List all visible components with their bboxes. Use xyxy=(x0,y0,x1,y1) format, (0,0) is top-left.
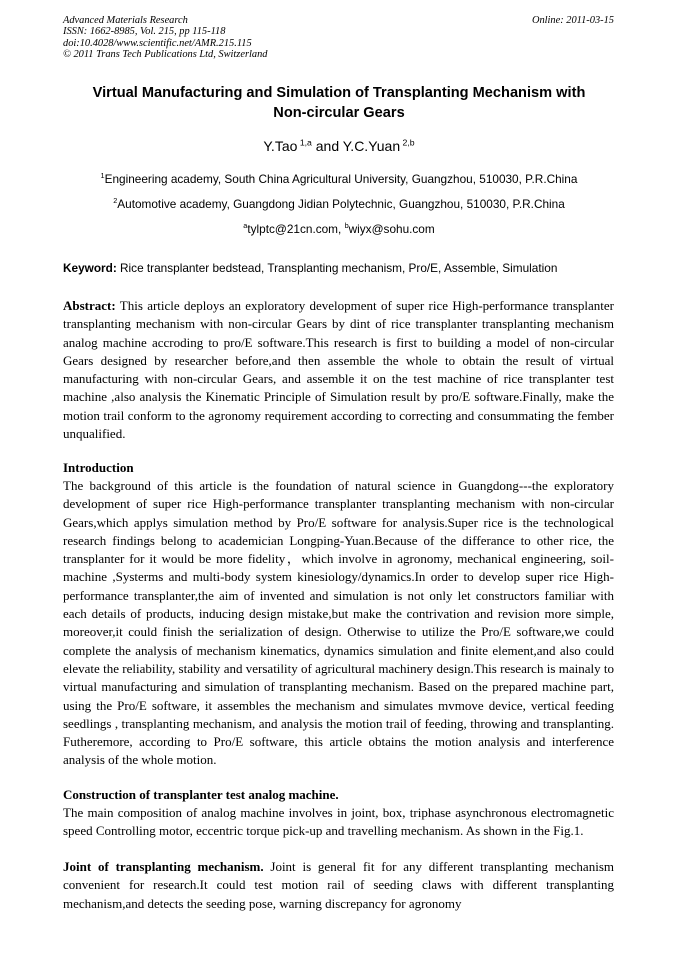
introduction-heading-text: Introduction xyxy=(63,460,134,475)
affiliation-1-text: Engineering academy, South China Agricultural University, Guangzhou, 510030, P.R.China xyxy=(104,172,578,186)
online-date: Online: 2011-03-15 xyxy=(531,15,614,26)
abstract-label: Abstract: xyxy=(63,298,116,313)
affiliation-1 xyxy=(40,172,638,186)
introduction-text: The background of this article is the foundation of natural science in Guangdong---the exploratory development of super rice High-performance transplanter transplanting mechanism with non-circular Gears,which applys simulation method by Pro/E software for analysis.Super rice is the technological research findings belong to academician Longping-Yuan.Because of the differance to other rice, the transplanter for it would be more fidelity，which involve in agronomy, mechanical engineering, soil- machine ,Systerms and multi-body system kinesiology/dynamics.In order to develop super rice High-performance transplanter,the aim of invented and simulation is not only let constructors familiar with each details of products, inducing design mistake,but make the contrivation and revision more simple, moreover,it could finish the serialization of design. Otherwise to utilize the Pro/E software,we could complete the analysis of mechanism kinematics, dynamics simulation and finite element,and also could elevate the reliability, stability and versatility of agricultural machinery design.This research is mainaly to virtual manufacturing and simulation of transplanting mechanism. Based on the prepared machine part, using the Pro/E software, it assembles the mechanism and simulates mvmove device, vertical feeding seedlings , transplanting mechanism, and analysis the motion trail of feeding, throwing and transplanting. Futheremore, according to Pro/E software, this article obtains the motion analysis and interference analysis of the whole motion. xyxy=(63,478,614,768)
email-a: tylptc@21cn.com, xyxy=(247,222,345,236)
journal-name: Advanced Materials Research xyxy=(63,15,188,26)
affiliation-2-text: Automotive academy, Guangdong Jidian Polytechnic, Guangzhou, 510030, P.R.China xyxy=(117,197,565,211)
keywords-label: Keyword: xyxy=(63,261,117,275)
joint-label: Joint of transplanting mechanism. xyxy=(63,859,264,874)
introduction-heading xyxy=(63,459,614,477)
construction-text: The main composition of analog machine involves in joint, box, triphase asynchronous electromagnetic speed Controlling motor, eccentric torque pick-up and travelling mechanism. As shown in the Fig.1. xyxy=(63,805,614,839)
keywords-text: Rice transplanter bedstead, Transplanting mechanism, Pro/E, Assemble, Simulation xyxy=(116,261,558,275)
email-a-sup: a xyxy=(243,221,248,231)
author-line xyxy=(40,137,638,155)
copyright-line: © 2011 Trans Tech Publications Ltd, Switzerland xyxy=(63,48,268,60)
journal-header xyxy=(63,15,267,60)
email-b-sup: b xyxy=(344,221,349,231)
affiliation-2 xyxy=(40,197,638,211)
email-line xyxy=(40,222,638,236)
abstract-text: This article deploys an exploratory development of super rice High-performance transplanter transplanting mechanism with non-circular Gears by dint of rice transplanter transplanting mechanism analog machine accroding to pro/E software.This research is first to building a model of non-circular Gears designed by researcher before,and then assemble the whole to obtain the result of virtual manufacturing with non-circular Gears, and assemble it on the test machine of rice transplanter test machine ,also analysis the Kinematic Principle of Simulation result by pro/E software.Finally, make the motion trail conform to the agronomy requirement according to correcting and consummating the fember unqualified. xyxy=(63,298,614,442)
title-line-1: Virtual Manufacturing and Simulation of Transplanting Mechanism with xyxy=(92,85,586,101)
email-b: wiyx@sohu.com xyxy=(348,222,435,236)
affiliation-1-sup: 1 xyxy=(100,171,105,181)
construction-heading xyxy=(63,786,614,804)
abstract xyxy=(63,297,614,443)
author-2: Y.C.Yuan xyxy=(342,138,401,154)
keywords xyxy=(63,261,623,275)
joint-paragraph xyxy=(63,858,614,913)
author-1-sup: 1,a xyxy=(299,137,312,148)
construction-heading-text: Construction of transplanter test analog machine. xyxy=(63,787,339,802)
author-and: and xyxy=(311,138,343,154)
paper-title xyxy=(40,83,638,123)
joint-text: Joint is general fit for any different transplanting mechanism convenient for research.It could test motion rail of seeding claws with different transplanting mechanism,and detects the seeding pose, warning discrepancy for agronomy xyxy=(63,859,614,911)
issn-line: ISSN: 1662-8985, Vol. 215, pp 115-118 xyxy=(63,26,226,38)
doi-line: doi:10.4028/www.scientific.net/AMR.215.115 xyxy=(63,37,252,49)
title-line-2: Non-circular Gears xyxy=(273,105,405,121)
author-1: Y.Tao xyxy=(263,138,298,154)
author-2-sup: 2,b xyxy=(402,137,415,148)
affiliation-2-sup: 2 xyxy=(113,196,118,206)
